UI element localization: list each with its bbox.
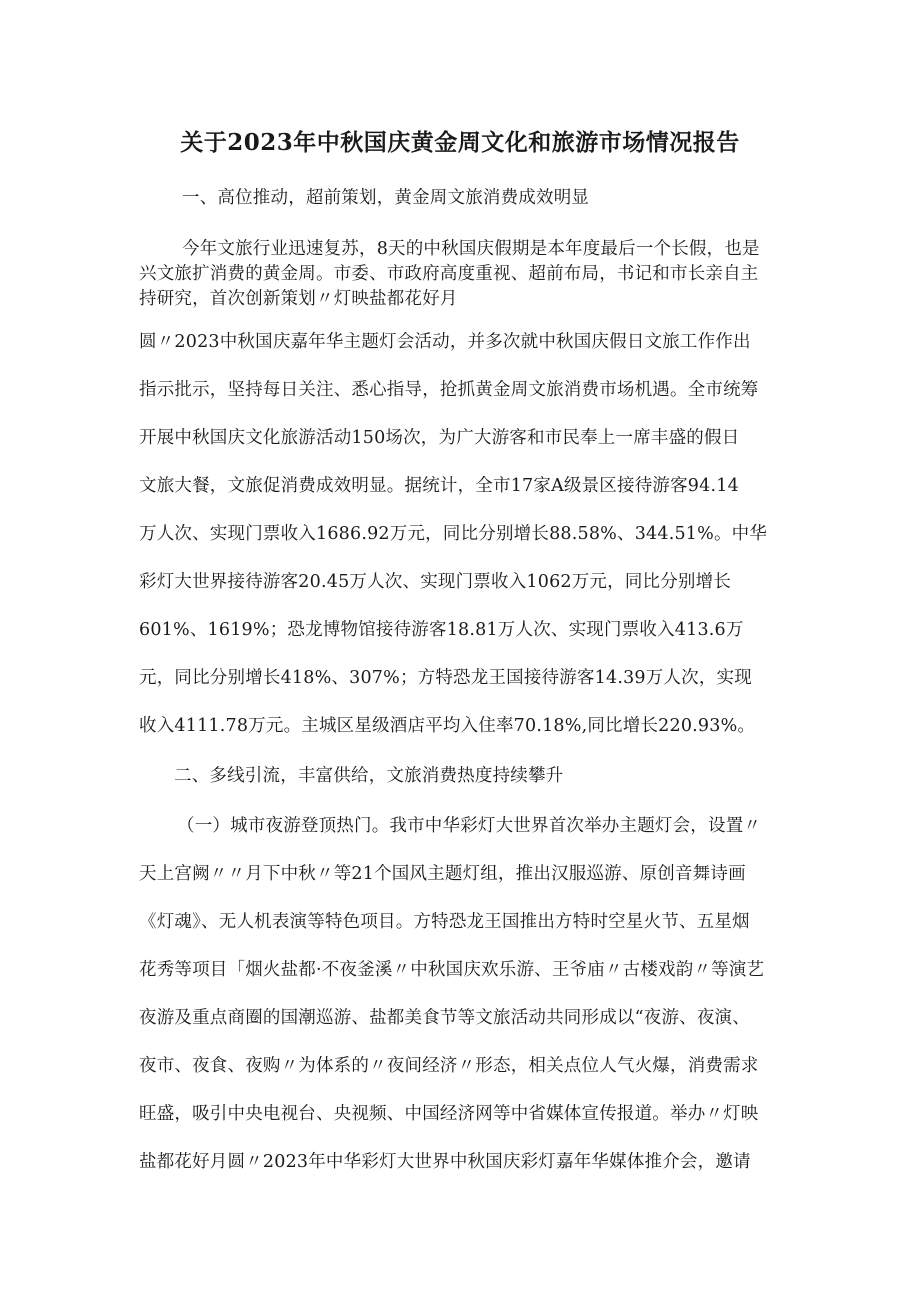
paragraph-line: 持研究，首次创新策划〃灯映盐都花好月	[139, 289, 458, 309]
paragraph-line: 圆〃2023中秋国庆嘉年华主题灯会活动，并多次就中秋国庆假日文旅工作作出	[139, 332, 751, 352]
paragraph-line: 兴文旅扩消费的黄金周。市委、市政府高度重视、超前布局，书记和市长亲自主	[139, 264, 759, 284]
paragraph-line: 收入4111.78万元。主城区星级酒店平均入住率70.18%,同比增长220.93%。	[139, 716, 756, 736]
paragraph-line: 彩灯大世界接待游客20.45万人次、实现门票收入1062万元，同比分别增长	[139, 572, 732, 592]
paragraph-line: 花秀等项目「烟火盐都·不夜釜溪〃中秋国庆欢乐游、王爷庙〃古楼戏韵〃等演艺	[139, 960, 765, 980]
paragraph-line: 开展中秋国庆文化旅游活动150场次，为广大游客和市民奉上一席丰盛的假日	[139, 428, 740, 448]
paragraph-line: 盐都花好月圆〃2023年中华彩灯大世界中秋国庆彩灯嘉年华媒体推介会，邀请	[139, 1152, 751, 1172]
paragraph-line: 天上宫阙〃〃月下中秋〃等21个国风主题灯组，推出汉服巡游、原创音舞诗画	[139, 864, 746, 884]
section-heading-2: 二、多线引流，丰富供给，文旅消费热度持续攀升	[174, 766, 564, 786]
paragraph-line: 元，同比分别增长418%、307%；方特恐龙王国接待游客14.39万人次，实现	[139, 668, 752, 688]
paragraph-line: 《灯魂》、无人机表演等特色项目。方特恐龙王国推出方特时空星火节、五星烟	[139, 912, 750, 932]
paragraph-line: 文旅大餐，文旅促消费成效明显。据统计，全市17家A级景区接待游客94.14	[139, 476, 739, 496]
paragraph-line: 指示批示，坚持每日关注、悉心指导，抢抓黄金周文旅消费市场机遇。全市统筹	[139, 380, 759, 400]
paragraph-line: （一）城市夜游登顶热门。我市中华彩灯大世界首次举办主题灯会，设置〃	[177, 816, 762, 836]
paragraph-line: 601%、1619%；恐龙博物馆接待游客18.81万人次、实现门票收入413.6万	[139, 620, 744, 640]
paragraph-line: 旺盛，吸引中央电视台、央视频、中国经济网等中省媒体宣传报道。举办〃灯映	[139, 1104, 759, 1124]
paragraph-line: 万人次、实现门票收入1686.92万元，同比分别增长88.58%、344.51%。中华	[139, 524, 768, 544]
document-title: 关于2023年中秋国庆黄金周文化和旅游市场情况报告	[180, 129, 740, 156]
paragraph-line: 夜游及重点商圈的国潮巡游、盐都美食节等文旅活动共同形成以“夜游、夜演、	[139, 1008, 750, 1028]
paragraph-line: 夜市、夜食、夜购〃为体系的〃夜间经济〃形态，相关点位人气火爆，消费需求	[139, 1056, 759, 1076]
section-heading-1: 一、高位推动，超前策划，黄金周文旅消费成效明显	[182, 188, 590, 208]
paragraph-line: 今年文旅行业迅速复苏，8天的中秋国庆假期是本年度最后一个长假，也是	[182, 239, 760, 259]
